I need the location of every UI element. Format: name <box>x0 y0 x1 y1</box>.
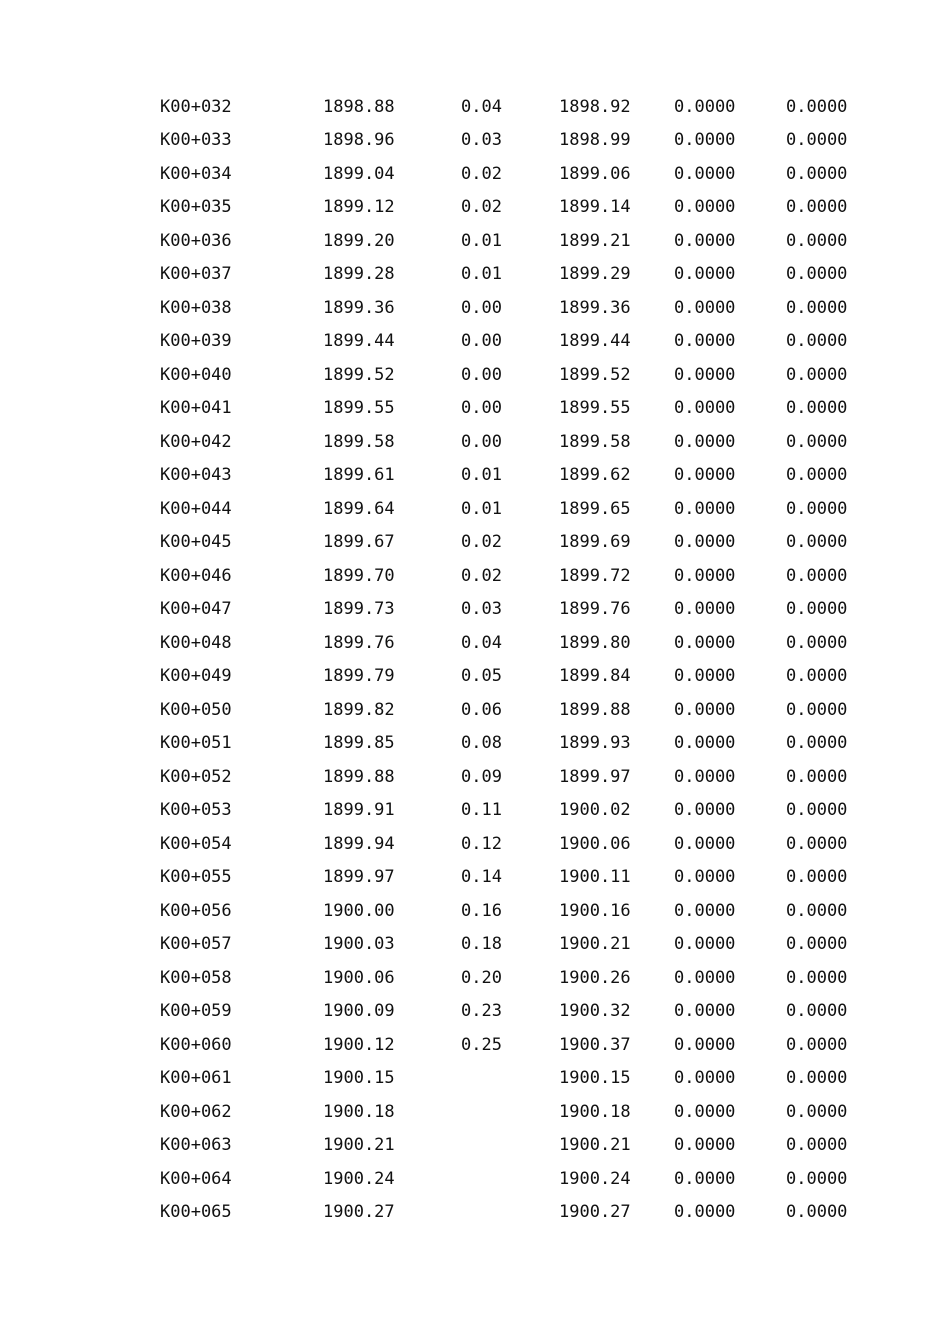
value-b-cell: 0.0000 <box>786 1202 848 1223</box>
value-b-cell: 0.0000 <box>786 599 848 620</box>
table-row <box>160 224 876 258</box>
value-a-cell: 0.0000 <box>674 130 736 151</box>
table-row <box>160 961 876 995</box>
design-elevation-cell: 1899.44 <box>323 331 395 352</box>
value-b-cell: 0.0000 <box>786 163 848 184</box>
station-cell: K00+035 <box>160 197 232 218</box>
value-a-cell: 0.0000 <box>674 632 736 653</box>
value-b-cell: 0.0000 <box>786 364 848 385</box>
table-row <box>160 894 876 928</box>
table-row <box>160 526 876 560</box>
value-a-cell: 0.0000 <box>674 967 736 988</box>
offset-cell: 0.01 <box>461 498 502 519</box>
table-row <box>160 1028 876 1062</box>
design-elevation-cell: 1899.85 <box>323 733 395 754</box>
table-row <box>160 459 876 493</box>
adjusted-elevation-cell: 1899.80 <box>559 632 631 653</box>
design-elevation-cell: 1898.96 <box>323 130 395 151</box>
table-row <box>160 358 876 392</box>
station-cell: K00+049 <box>160 666 232 687</box>
table-row <box>160 157 876 191</box>
value-a-cell: 0.0000 <box>674 364 736 385</box>
offset-cell <box>461 1129 559 1163</box>
table-row <box>160 425 876 459</box>
station-cell: K00+065 <box>160 1202 232 1223</box>
table-row <box>160 693 876 727</box>
design-elevation-cell: 1899.82 <box>323 699 395 720</box>
adjusted-elevation-cell: 1900.21 <box>559 934 631 955</box>
station-cell: K00+050 <box>160 699 232 720</box>
value-a-cell: 0.0000 <box>674 1001 736 1022</box>
offset-cell: 0.08 <box>461 733 502 754</box>
station-cell: K00+058 <box>160 967 232 988</box>
design-elevation-cell: 1899.04 <box>323 163 395 184</box>
value-a-cell: 0.0000 <box>674 599 736 620</box>
value-a-cell: 0.0000 <box>674 498 736 519</box>
value-b-cell: 0.0000 <box>786 498 848 519</box>
value-b-cell: 0.0000 <box>786 197 848 218</box>
table-row <box>160 995 876 1029</box>
design-elevation-cell: 1900.27 <box>323 1202 395 1223</box>
offset-cell: 0.03 <box>461 599 502 620</box>
offset-cell: 0.20 <box>461 967 502 988</box>
value-a-cell: 0.0000 <box>674 197 736 218</box>
offset-cell <box>461 1162 559 1196</box>
design-elevation-cell: 1899.97 <box>323 867 395 888</box>
value-a-cell: 0.0000 <box>674 465 736 486</box>
station-cell: K00+037 <box>160 264 232 285</box>
offset-cell: 0.00 <box>461 364 502 385</box>
station-cell: K00+064 <box>160 1168 232 1189</box>
design-elevation-cell: 1899.73 <box>323 599 395 620</box>
design-elevation-cell: 1899.94 <box>323 833 395 854</box>
design-elevation-cell: 1900.12 <box>323 1034 395 1055</box>
value-b-cell: 0.0000 <box>786 1034 848 1055</box>
value-a-cell: 0.0000 <box>674 297 736 318</box>
design-elevation-cell: 1900.18 <box>323 1101 395 1122</box>
adjusted-elevation-cell: 1899.76 <box>559 599 631 620</box>
value-b-cell: 0.0000 <box>786 733 848 754</box>
value-b-cell: 0.0000 <box>786 465 848 486</box>
station-cell: K00+041 <box>160 398 232 419</box>
value-a-cell: 0.0000 <box>674 733 736 754</box>
adjusted-elevation-cell: 1898.92 <box>559 96 631 117</box>
value-a-cell: 0.0000 <box>674 264 736 285</box>
design-elevation-cell: 1899.91 <box>323 800 395 821</box>
offset-cell: 0.02 <box>461 197 502 218</box>
value-a-cell: 0.0000 <box>674 699 736 720</box>
value-b-cell: 0.0000 <box>786 565 848 586</box>
design-elevation-cell: 1899.76 <box>323 632 395 653</box>
value-a-cell: 0.0000 <box>674 1168 736 1189</box>
offset-cell: 0.14 <box>461 867 502 888</box>
value-b-cell: 0.0000 <box>786 867 848 888</box>
adjusted-elevation-cell: 1899.58 <box>559 431 631 452</box>
station-cell: K00+039 <box>160 331 232 352</box>
value-b-cell: 0.0000 <box>786 900 848 921</box>
value-b-cell: 0.0000 <box>786 230 848 251</box>
adjusted-elevation-cell: 1900.06 <box>559 833 631 854</box>
adjusted-elevation-cell: 1899.55 <box>559 398 631 419</box>
table-row <box>160 660 876 694</box>
value-b-cell: 0.0000 <box>786 431 848 452</box>
table-body <box>160 90 876 1229</box>
value-b-cell: 0.0000 <box>786 934 848 955</box>
table-row <box>160 291 876 325</box>
design-elevation-cell: 1900.00 <box>323 900 395 921</box>
design-elevation-cell: 1899.70 <box>323 565 395 586</box>
adjusted-elevation-cell: 1899.84 <box>559 666 631 687</box>
table-row <box>160 325 876 359</box>
station-cell: K00+048 <box>160 632 232 653</box>
station-cell: K00+056 <box>160 900 232 921</box>
offset-cell: 0.05 <box>461 666 502 687</box>
offset-cell: 0.11 <box>461 800 502 821</box>
design-elevation-cell: 1899.52 <box>323 364 395 385</box>
adjusted-elevation-cell: 1899.72 <box>559 565 631 586</box>
offset-cell: 0.25 <box>461 1034 502 1055</box>
adjusted-elevation-cell: 1899.36 <box>559 297 631 318</box>
adjusted-elevation-cell: 1900.11 <box>559 867 631 888</box>
offset-cell: 0.03 <box>461 130 502 151</box>
station-cell: K00+047 <box>160 599 232 620</box>
adjusted-elevation-cell: 1899.97 <box>559 766 631 787</box>
station-cell: K00+052 <box>160 766 232 787</box>
adjusted-elevation-cell: 1900.26 <box>559 967 631 988</box>
value-a-cell: 0.0000 <box>674 1135 736 1156</box>
value-a-cell: 0.0000 <box>674 666 736 687</box>
design-elevation-cell: 1899.58 <box>323 431 395 452</box>
station-cell: K00+036 <box>160 230 232 251</box>
station-cell: K00+046 <box>160 565 232 586</box>
value-a-cell: 0.0000 <box>674 867 736 888</box>
value-a-cell: 0.0000 <box>674 1034 736 1055</box>
table-row <box>160 593 876 627</box>
table-row <box>160 492 876 526</box>
value-b-cell: 0.0000 <box>786 766 848 787</box>
adjusted-elevation-cell: 1899.29 <box>559 264 631 285</box>
station-cell: K00+057 <box>160 934 232 955</box>
offset-cell: 0.02 <box>461 163 502 184</box>
adjusted-elevation-cell: 1899.69 <box>559 532 631 553</box>
value-b-cell: 0.0000 <box>786 1135 848 1156</box>
adjusted-elevation-cell: 1899.44 <box>559 331 631 352</box>
table-row <box>160 191 876 225</box>
value-b-cell: 0.0000 <box>786 967 848 988</box>
offset-cell <box>461 1062 559 1096</box>
value-a-cell: 0.0000 <box>674 800 736 821</box>
table-row <box>160 861 876 895</box>
value-b-cell: 0.0000 <box>786 833 848 854</box>
station-cell: K00+032 <box>160 96 232 117</box>
design-elevation-cell: 1898.88 <box>323 96 395 117</box>
design-elevation-cell: 1900.03 <box>323 934 395 955</box>
adjusted-elevation-cell: 1899.65 <box>559 498 631 519</box>
table-row <box>160 392 876 426</box>
adjusted-elevation-cell: 1899.14 <box>559 197 631 218</box>
design-elevation-cell: 1899.79 <box>323 666 395 687</box>
adjusted-elevation-cell: 1899.93 <box>559 733 631 754</box>
value-b-cell: 0.0000 <box>786 1068 848 1089</box>
offset-cell: 0.18 <box>461 934 502 955</box>
station-cell: K00+062 <box>160 1101 232 1122</box>
adjusted-elevation-cell: 1899.06 <box>559 163 631 184</box>
offset-cell: 0.16 <box>461 900 502 921</box>
offset-cell: 0.00 <box>461 297 502 318</box>
offset-cell <box>461 1196 559 1230</box>
table-row <box>160 1062 876 1096</box>
value-a-cell: 0.0000 <box>674 1101 736 1122</box>
value-b-cell: 0.0000 <box>786 1101 848 1122</box>
value-a-cell: 0.0000 <box>674 1068 736 1089</box>
value-a-cell: 0.0000 <box>674 163 736 184</box>
design-elevation-cell: 1900.06 <box>323 967 395 988</box>
table-row <box>160 124 876 158</box>
adjusted-elevation-cell: 1900.37 <box>559 1034 631 1055</box>
design-elevation-cell: 1899.64 <box>323 498 395 519</box>
value-a-cell: 0.0000 <box>674 934 736 955</box>
adjusted-elevation-cell: 1899.62 <box>559 465 631 486</box>
station-cell: K00+063 <box>160 1135 232 1156</box>
adjusted-elevation-cell: 1900.18 <box>559 1101 631 1122</box>
value-a-cell: 0.0000 <box>674 532 736 553</box>
station-cell: K00+043 <box>160 465 232 486</box>
design-elevation-cell: 1899.12 <box>323 197 395 218</box>
offset-cell: 0.06 <box>461 699 502 720</box>
design-elevation-cell: 1899.20 <box>323 230 395 251</box>
design-elevation-cell: 1900.21 <box>323 1135 395 1156</box>
station-cell: K00+040 <box>160 364 232 385</box>
station-cell: K00+033 <box>160 130 232 151</box>
table-row <box>160 559 876 593</box>
design-elevation-cell: 1899.67 <box>323 532 395 553</box>
adjusted-elevation-cell: 1900.15 <box>559 1068 631 1089</box>
adjusted-elevation-cell: 1898.99 <box>559 130 631 151</box>
table-row <box>160 1095 876 1129</box>
adjusted-elevation-cell: 1899.21 <box>559 230 631 251</box>
value-a-cell: 0.0000 <box>674 331 736 352</box>
adjusted-elevation-cell: 1899.52 <box>559 364 631 385</box>
design-elevation-cell: 1899.36 <box>323 297 395 318</box>
table-row <box>160 760 876 794</box>
station-elevation-table <box>160 90 876 1229</box>
offset-cell: 0.00 <box>461 398 502 419</box>
adjusted-elevation-cell: 1900.16 <box>559 900 631 921</box>
table-row <box>160 258 876 292</box>
value-a-cell: 0.0000 <box>674 565 736 586</box>
design-elevation-cell: 1900.09 <box>323 1001 395 1022</box>
station-cell: K00+061 <box>160 1068 232 1089</box>
adjusted-elevation-cell: 1899.88 <box>559 699 631 720</box>
station-cell: K00+055 <box>160 867 232 888</box>
design-elevation-cell: 1900.24 <box>323 1168 395 1189</box>
value-a-cell: 0.0000 <box>674 900 736 921</box>
value-a-cell: 0.0000 <box>674 431 736 452</box>
offset-cell: 0.02 <box>461 565 502 586</box>
value-a-cell: 0.0000 <box>674 398 736 419</box>
design-elevation-cell: 1900.15 <box>323 1068 395 1089</box>
station-cell: K00+034 <box>160 163 232 184</box>
offset-cell: 0.02 <box>461 532 502 553</box>
station-cell: K00+044 <box>160 498 232 519</box>
station-cell: K00+054 <box>160 833 232 854</box>
value-b-cell: 0.0000 <box>786 398 848 419</box>
table-row <box>160 1129 876 1163</box>
table-row <box>160 727 876 761</box>
station-cell: K00+045 <box>160 532 232 553</box>
offset-cell: 0.23 <box>461 1001 502 1022</box>
adjusted-elevation-cell: 1900.32 <box>559 1001 631 1022</box>
offset-cell: 0.01 <box>461 465 502 486</box>
station-cell: K00+053 <box>160 800 232 821</box>
value-b-cell: 0.0000 <box>786 130 848 151</box>
station-cell: K00+060 <box>160 1034 232 1055</box>
value-b-cell: 0.0000 <box>786 1168 848 1189</box>
offset-cell <box>461 1095 559 1129</box>
adjusted-elevation-cell: 1900.27 <box>559 1202 631 1223</box>
adjusted-elevation-cell: 1900.02 <box>559 800 631 821</box>
value-a-cell: 0.0000 <box>674 96 736 117</box>
table-row <box>160 1162 876 1196</box>
value-a-cell: 0.0000 <box>674 1202 736 1223</box>
offset-cell: 0.04 <box>461 96 502 117</box>
design-elevation-cell: 1899.61 <box>323 465 395 486</box>
design-elevation-cell: 1899.88 <box>323 766 395 787</box>
value-b-cell: 0.0000 <box>786 666 848 687</box>
table-row <box>160 827 876 861</box>
value-b-cell: 0.0000 <box>786 1001 848 1022</box>
value-b-cell: 0.0000 <box>786 264 848 285</box>
value-b-cell: 0.0000 <box>786 532 848 553</box>
value-b-cell: 0.0000 <box>786 800 848 821</box>
table-row <box>160 1196 876 1230</box>
offset-cell: 0.12 <box>461 833 502 854</box>
offset-cell: 0.04 <box>461 632 502 653</box>
table-row <box>160 794 876 828</box>
value-b-cell: 0.0000 <box>786 632 848 653</box>
station-cell: K00+051 <box>160 733 232 754</box>
offset-cell: 0.01 <box>461 264 502 285</box>
value-a-cell: 0.0000 <box>674 766 736 787</box>
offset-cell: 0.09 <box>461 766 502 787</box>
adjusted-elevation-cell: 1900.24 <box>559 1168 631 1189</box>
station-cell: K00+042 <box>160 431 232 452</box>
table-row <box>160 928 876 962</box>
station-cell: K00+038 <box>160 297 232 318</box>
design-elevation-cell: 1899.28 <box>323 264 395 285</box>
table-row <box>160 626 876 660</box>
offset-cell: 0.00 <box>461 431 502 452</box>
table-row <box>160 90 876 124</box>
value-b-cell: 0.0000 <box>786 331 848 352</box>
station-cell: K00+059 <box>160 1001 232 1022</box>
design-elevation-cell: 1899.55 <box>323 398 395 419</box>
adjusted-elevation-cell: 1900.21 <box>559 1135 631 1156</box>
offset-cell: 0.00 <box>461 331 502 352</box>
value-b-cell: 0.0000 <box>786 96 848 117</box>
value-b-cell: 0.0000 <box>786 297 848 318</box>
value-a-cell: 0.0000 <box>674 230 736 251</box>
offset-cell: 0.01 <box>461 230 502 251</box>
value-a-cell: 0.0000 <box>674 833 736 854</box>
value-b-cell: 0.0000 <box>786 699 848 720</box>
